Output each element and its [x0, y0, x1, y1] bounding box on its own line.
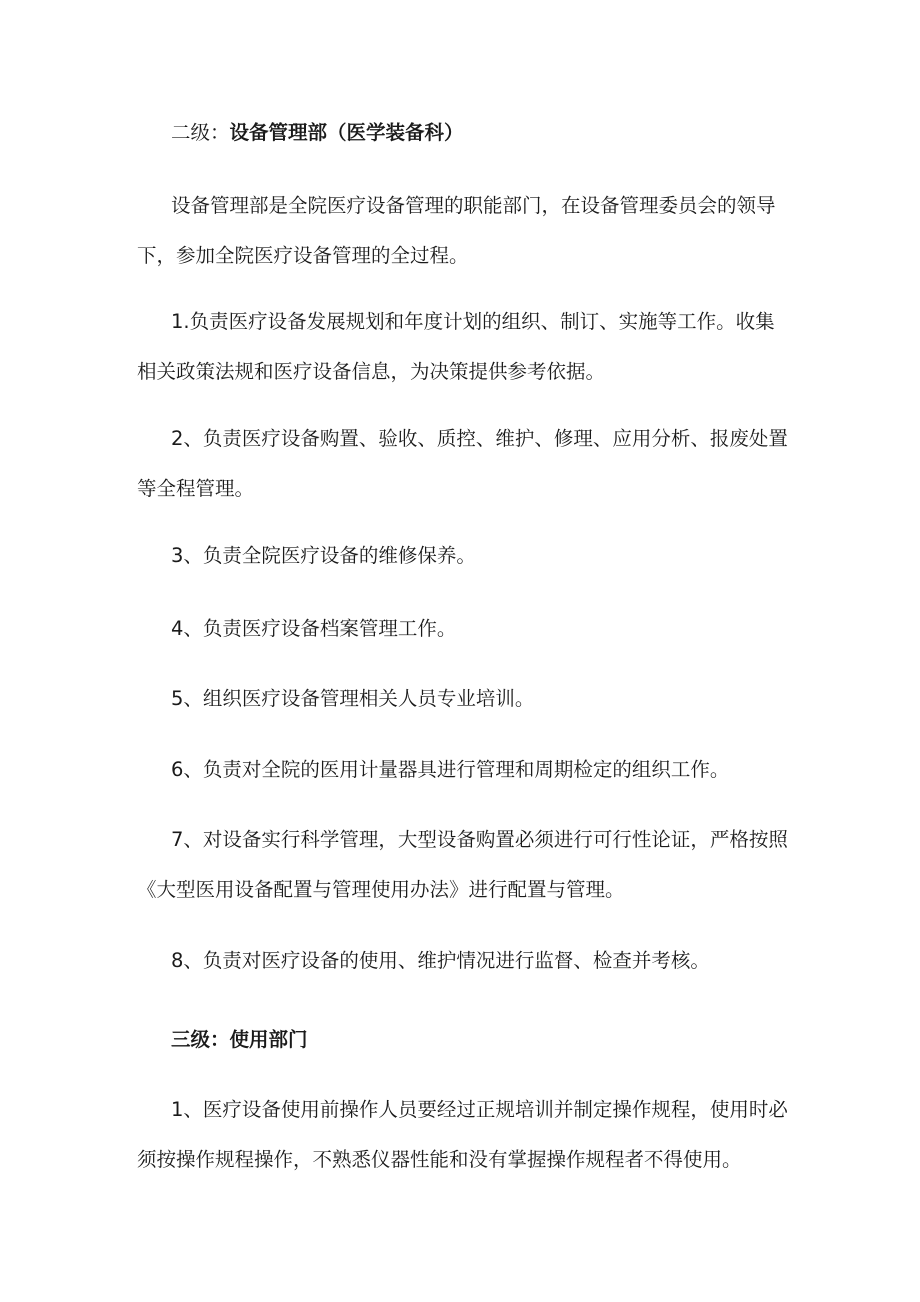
level3-heading: 三级：使用部门	[171, 1028, 308, 1051]
level2-item-7: 7、对设备实行科学管理，大型设备购置必须进行可行性论证，严格按照《大型医用设备配置与管理使用办法》进行配置与管理。	[137, 828, 788, 901]
level2-item-2: 2、负责医疗设备购置、验收、质控、维护、修理、应用分析、报废处置等全程管理。	[137, 427, 788, 500]
level2-title: 设备管理部（医学装备科）	[229, 121, 464, 144]
level3-item-1: 1、医疗设备使用前操作人员要经过正规培训并制定操作规程，使用时必须按操作规程操作，不熟悉仪器性能和没有掌握操作规程者不得使用。	[137, 1098, 788, 1171]
level2-item-1: 1.负责医疗设备发展规划和年度计划的组织、制订、实施等工作。收集相关政策法规和医疗设备信息，为决策提供参考依据。	[137, 310, 775, 383]
level2-item-3: 3、负责全院医疗设备的维修保养。	[171, 544, 476, 567]
level2-intro: 设备管理部是全院医疗设备管理的职能部门，在设备管理委员会的领导下，参加全院医疗设备管理的全过程。	[137, 194, 776, 267]
level2-item-8: 8、负责对医疗设备的使用、维护情况进行监督、检查并考核。	[171, 949, 710, 972]
level2-heading	[137, 108, 792, 158]
level2-item-4: 4、负责医疗设备档案管理工作。	[171, 617, 457, 640]
level2-label: 二级：	[171, 121, 230, 144]
level2-item-6: 6、负责对全院的医用计量器具进行管理和周期检定的组织工作。	[171, 758, 730, 781]
level2-item-5: 5、组织医疗设备管理相关人员专业培训。	[171, 687, 535, 710]
